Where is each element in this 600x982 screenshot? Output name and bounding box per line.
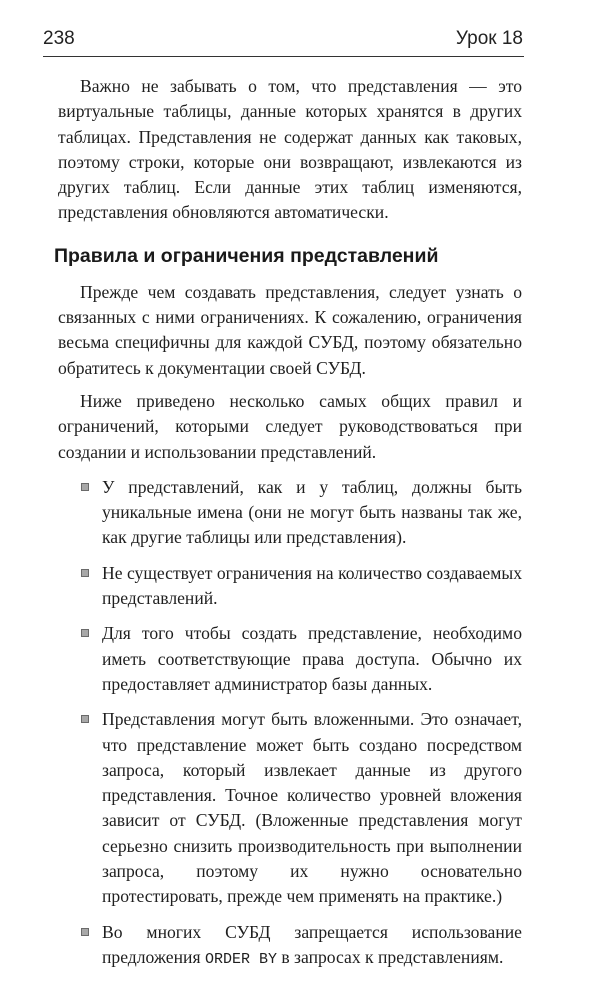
section-paragraph-1: Прежде чем создавать представления, следует узнать о связанных с ними ограничениях. К сожалению, ограничения весьма специфичны для каждой СУБД, поэтому обязательно обратитесь к документации своей СУБД. xyxy=(58,281,522,378)
page-number: 238 xyxy=(43,28,75,49)
page-header xyxy=(43,26,523,54)
list-item xyxy=(58,561,522,612)
list-item-text: У представлений, как и у таблиц, должны быть уникальные имена (они не могут быть названы так же, как другие таблицы или представления). xyxy=(102,476,522,548)
square-bullet-icon xyxy=(81,928,89,936)
code-keyword: ORDER BY xyxy=(204,950,277,968)
square-bullet-icon xyxy=(81,483,89,491)
intro-paragraph: Важно не забывать о том, что представления — это виртуальные таблицы, данные которых хранятся в других таблицах. Представления не содержат данных как таковых, поэтому строки, которые они возвращают, извлекаются из других таблиц. Если данные этих таблиц изменяются, представления обновляются автоматически. xyxy=(58,76,522,223)
page-body xyxy=(54,74,522,982)
list-item xyxy=(58,621,522,697)
list-item xyxy=(58,920,522,973)
header-divider xyxy=(43,56,524,57)
section-heading: Правила и ограничения представлений xyxy=(54,244,439,267)
list-item-text: Не существует ограничения на количество создаваемых представлений. xyxy=(102,562,522,609)
list-item-text-before: Во многих СУБД запрещается использование предложения xyxy=(102,921,522,967)
square-bullet-icon xyxy=(81,715,89,723)
square-bullet-icon xyxy=(81,629,89,637)
chapter-title: Урок 18 xyxy=(455,28,523,49)
square-bullet-icon xyxy=(81,569,89,577)
list-item-text-after: в запросах к представлениям. xyxy=(276,946,504,967)
list-item xyxy=(58,475,522,551)
section-paragraph-2: Ниже приведено несколько самых общих правил и ограничений, которыми следует руководствоваться при создании и использовании представлений. xyxy=(58,390,522,462)
rules-list xyxy=(58,475,522,972)
list-item-text: Представления могут быть вложенными. Это означает, что представление может быть создано посредством запроса, который извлекает данные из другого представления. Точное количество уровней вложения зависит от СУБД. (Вложенные представления могут серьезно снизить производительность при выполнении запроса, поэтому их нужно основательно протестировать, прежде чем применять на практике.) xyxy=(102,709,522,907)
list-item-text: Для того чтобы создать представление, необходимо иметь соответствующие права доступа. Обычно их предоставляет администратор базы данных. xyxy=(102,623,522,694)
list-item xyxy=(58,707,522,909)
